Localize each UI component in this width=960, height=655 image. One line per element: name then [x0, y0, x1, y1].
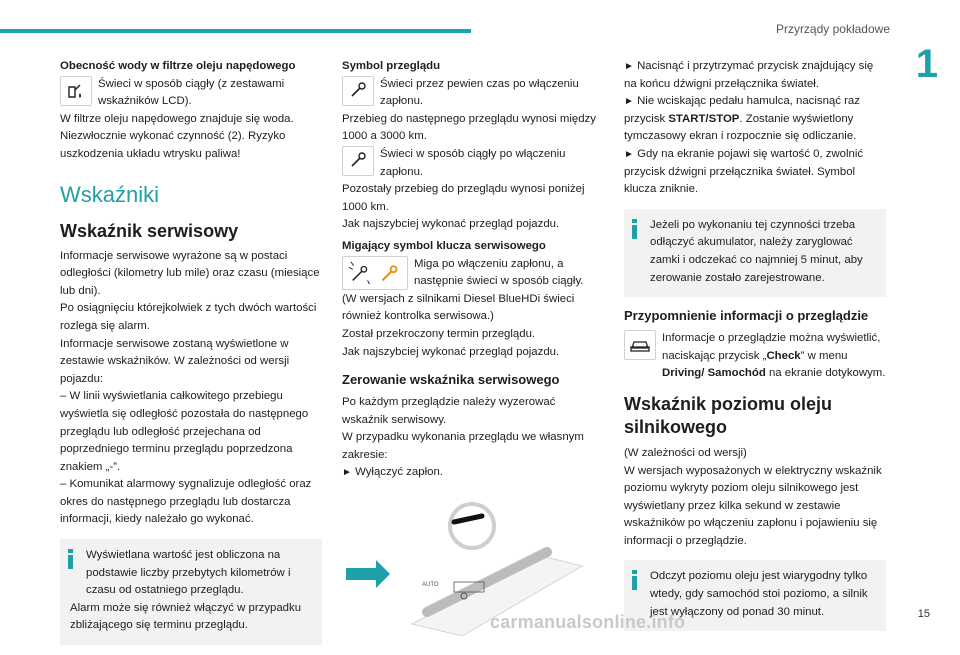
reset-paragraph-2: W przypadku wykonania przeglądu we własnym zakresie:	[342, 431, 584, 461]
reminder-row	[624, 330, 886, 383]
reset-step-3-text-b: . Zostanie wyświetlony tymczasowy ekran i rozpocznie się odliczanie.	[624, 112, 857, 143]
reminder-heading: Przypomnienie informacji o przeglądzie	[624, 308, 869, 324]
service-paragraph-4: – W linii wyświetlania całkowitego przebiegu wyświetla się odległość pozostała do następnego przeglądu lub odległość przejechana od poprzedniego terminu przeglądu poprzedzona znakiem „-”.	[60, 390, 309, 473]
blinking-symbol-text-3: Został przekroczony termin przeglądu.	[342, 327, 536, 340]
reset-heading: Zerowanie wskaźnika serwisowego	[342, 372, 560, 388]
step-arrow-icon: ►	[624, 148, 634, 160]
reminder-text	[662, 330, 886, 383]
water-filter-body: W filtrze oleju napędowego znajduje się woda. Niezwłocznie wykonać czynność (2). Ryzyko uszkodzenia układu wtrysku paliwa!	[60, 112, 294, 160]
service-symbol-text-3: Świeci w sposób ciągły po włączeniu zapłonu.	[380, 147, 566, 178]
blinking-symbol-text-2: (W wersjach z silnikami Diesel BlueHDi świeci również kontrolka serwisowa.)	[342, 292, 575, 323]
reminder-text-b: ” w menu	[800, 349, 848, 362]
illustration-auto-label: AUTO	[422, 582, 439, 589]
reminder-text-c: na ekranie dotykowym.	[765, 367, 886, 380]
service-paragraph-1: Informacje serwisowe wyrażone są w postaci odległości (kilometry lub mile) oraz czasu (miesiące lub dni).	[60, 249, 320, 297]
chapter-number: 1	[915, 42, 938, 86]
service-symbol-row-1	[342, 76, 604, 111]
service-symbol-text-1: Świeci przez pewien czas po włączeniu zapłonu.	[380, 77, 579, 108]
service-paragraph-3: Informacje serwisowe zostaną wyświetlone w zestawie wskaźników. W zależności od wersji pojazdu:	[60, 337, 290, 385]
info-service-text-1: Wyświetlana wartość jest obliczona na podstawie liczby przebytych kilometrów i czasu od ostatniego przeglądu.	[86, 549, 291, 597]
reset-step-1	[342, 464, 604, 482]
water-filter-icon-row	[60, 76, 322, 111]
start-stop-label: START/STOP	[668, 112, 740, 125]
water-filter-icon-text: Świeci w sposób ciągły (z zestawami wskaźników LCD).	[98, 77, 285, 108]
oil-paragraph-2: W wersjach wyposażonych w elektryczny wskaźnik poziomu wykryty poziom oleju silnikowego jest wyświetlany przez kilka sekund w zestawie wskaźników po włączeniu zapłonu i pojawieniu się informacji o przeglądzie.	[624, 464, 882, 547]
service-paragraph-5: – Komunikat alarmowy sygnalizuje odległość oraz okres do następnego przeglądu lub dostarcza informacji, kiedy należało go wykonać.	[60, 478, 312, 526]
column-3	[624, 58, 886, 641]
pointer-arrow-icon	[346, 560, 390, 588]
header-accent-bar	[0, 29, 471, 33]
reset-step-3	[624, 93, 886, 146]
watermark: carmanualsonline.info	[490, 612, 686, 632]
info-icon	[632, 219, 637, 239]
step-arrow-icon: ►	[624, 96, 634, 108]
info-battery-text: Jeżeli po wykonaniu tej czynności trzeba odłączyć akumulator, należy zaryglować zamki i odczekać co najmniej 5 minut, aby zerowanie zostało zarejestrowane.	[650, 218, 863, 284]
blinking-symbol-row	[342, 256, 604, 291]
check-button-label: Check	[766, 349, 801, 362]
driving-menu-label: Driving/ Samochód	[662, 367, 766, 380]
info-oil-text: Odczyt poziomu oleju jest wiarygodny tylko wtedy, gdy samochód stoi poziomo, a silnik jest wyłączony od ponad 30 minut.	[650, 570, 868, 618]
wrench-icon	[342, 76, 374, 106]
info-box-service	[60, 539, 322, 645]
page-number: 15	[917, 608, 930, 620]
reset-step-4-text: Gdy na ekranie pojawi się wartość 0, zwolnić przycisk dźwigni przełącznika świateł. Symbol klucza zniknie.	[624, 147, 864, 196]
blinking-wrench-icon	[342, 256, 408, 290]
service-symbol-title: Symbol przeglądu	[342, 60, 441, 72]
service-symbol-text-5: Jak najszybciej wykonać przegląd pojazdu.	[342, 218, 560, 231]
service-symbol-text-2: Przebieg do następnego przeglądu wynosi między 1000 a 3000 km.	[342, 112, 596, 143]
section-heading-indicators: Wskaźniki	[60, 181, 160, 207]
reset-paragraph-1: Po każdym przeglądzie należy wyzerować wskaźnik serwisowy.	[342, 396, 556, 426]
oil-level-heading: Wskaźnik poziomu oleju silnikowego	[624, 393, 833, 437]
car-icon	[624, 330, 656, 360]
step-arrow-icon: ►	[624, 61, 634, 72]
wrench-icon	[342, 146, 374, 176]
water-in-fuel-icon	[60, 76, 92, 106]
service-indicator-heading: Wskaźnik serwisowy	[60, 220, 239, 241]
step-arrow-icon: ►	[342, 467, 352, 479]
reset-step-2-text: Nacisnąć i przytrzymać przycisk znajdujący się na końcu dźwigni przełącznika świateł.	[624, 60, 874, 90]
info-service-text-2: Alarm może się również włączyć w przypadku zbliżającego się terminu przeglądu.	[70, 601, 302, 632]
service-paragraph-2: Po osiągnięciu którejkolwiek z tych dwóch wartości rozlega się alarm.	[60, 302, 317, 332]
column-1	[60, 58, 322, 655]
info-box-battery	[624, 209, 886, 297]
reset-step-1-text: Wyłączyć zapłon.	[355, 466, 443, 479]
reset-step-3-text-a: Nie wciskając pedału hamulca, nacisnąć raz przycisk	[624, 95, 860, 125]
blinking-symbol-title: Migający symbol klucza serwisowego	[342, 239, 546, 252]
oil-paragraph-1: (W zależności od wersji)	[624, 446, 747, 459]
service-symbol-row-2	[342, 146, 604, 181]
running-header: Przyrządy pokładowe	[775, 22, 890, 36]
service-symbol-text-4: Pozostały przebieg do przeglądu wynosi poniżej 1000 km.	[342, 183, 585, 213]
blinking-symbol-text-4: Jak najszybciej wykonać przegląd pojazdu.	[342, 345, 560, 358]
water-filter-title: Obecność wody w filtrze oleju napędowego	[60, 60, 296, 72]
reset-step-4	[624, 146, 886, 199]
info-icon	[68, 549, 73, 569]
reminder-text-a: Informacje o przeglądzie można wyświetlić, naciskając przycisk „	[662, 332, 881, 362]
info-icon	[632, 570, 637, 590]
blinking-symbol-text-1: Miga po włączeniu zapłonu, a następnie świeci w sposób ciągły.	[414, 257, 584, 288]
column-2	[342, 58, 604, 643]
reset-step-2	[624, 58, 886, 93]
